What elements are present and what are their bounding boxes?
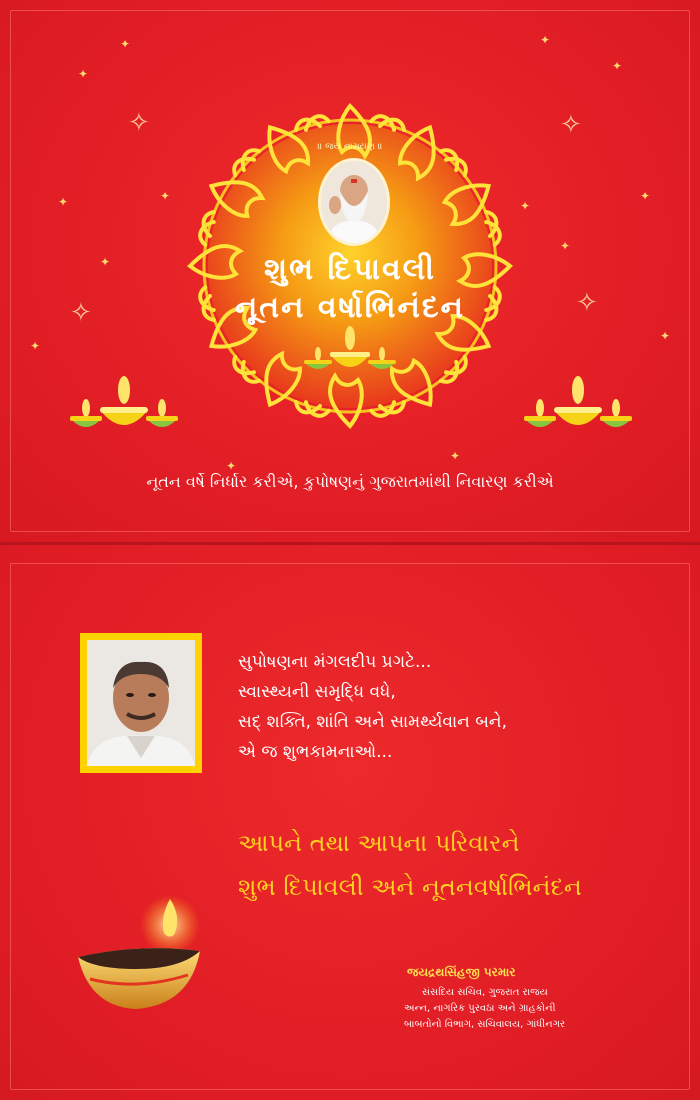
star-icon: ✦ xyxy=(520,199,531,213)
jay-narayan-badge: ॥ જય નારાયણ ॥ xyxy=(317,142,383,152)
diya-group-left xyxy=(64,374,184,440)
message-line: સુપોષણના મંગલદીપ પ્રગટે... xyxy=(238,652,432,672)
message-line: સદ્ શક્તિ, શાંતિ અને સામર્થ્યવાન બને, xyxy=(238,712,507,732)
signature-line: બાબતોનો વિભાગ, સચિવાલય, ગાંધીનગર xyxy=(404,1019,566,1030)
star-icon: ✦ xyxy=(58,195,69,209)
star-icon: ✦ xyxy=(640,189,651,203)
star-icon: ✦ xyxy=(612,59,623,73)
star-icon: ✦ xyxy=(540,33,551,47)
minister-photo-frame xyxy=(80,633,202,773)
diya-group-right xyxy=(518,374,638,440)
minister-photo xyxy=(87,640,195,766)
star-icon: ✦ xyxy=(660,329,671,343)
star-icon: ✦ xyxy=(78,67,89,81)
title-line-1: શુભ દિપાવલી xyxy=(264,252,436,287)
sparkle-icon: ✧ xyxy=(128,108,150,138)
diya-group-center xyxy=(300,324,400,380)
star-icon: ✦ xyxy=(160,189,171,203)
star-icon: ✦ xyxy=(120,37,131,51)
wish-line-2: શુભ દિપાવલી અને નૂતનવર્ષાભિનંદન xyxy=(238,873,582,901)
top-panel xyxy=(0,0,700,542)
signature-line: સંસદિય સચિવ, ગુજરાત રાજય xyxy=(422,987,548,998)
message-line: એ જ શુભકામનાઓ... xyxy=(238,742,393,762)
title-line-2: નૂતન વર્ષાભિનંદન xyxy=(234,290,466,325)
star-icon: ✦ xyxy=(450,449,461,463)
signature-line: અન્ન, નાગરિક પુરવઠા અને ગ્રાહકોની xyxy=(404,1003,556,1014)
star-icon: ✦ xyxy=(100,255,111,269)
wish-line-1: આપને તથા આપના પરિવારને xyxy=(238,829,520,857)
sparkle-icon: ✧ xyxy=(70,298,92,328)
bottom-panel xyxy=(0,545,700,1100)
sparkle-icon: ✧ xyxy=(560,110,582,140)
message-line: સ્વાસ્થ્યની સમૃદ્ધિ વધે, xyxy=(238,682,396,702)
tagline: નૂતન વર્ષે નિર્ધાર કરીએ, કુપોષણનું ગુજરાતમાંથી નિવારણ કરીએ xyxy=(146,472,554,491)
star-icon: ✦ xyxy=(226,459,237,473)
star-icon: ✦ xyxy=(560,239,571,253)
guru-portrait xyxy=(318,158,390,246)
diya-lamp-icon xyxy=(70,895,220,1025)
sparkle-icon: ✧ xyxy=(576,288,598,318)
star-icon: ✦ xyxy=(30,339,41,353)
signature-name: જયદ્રથસિંહજી પરમાર xyxy=(407,965,516,979)
